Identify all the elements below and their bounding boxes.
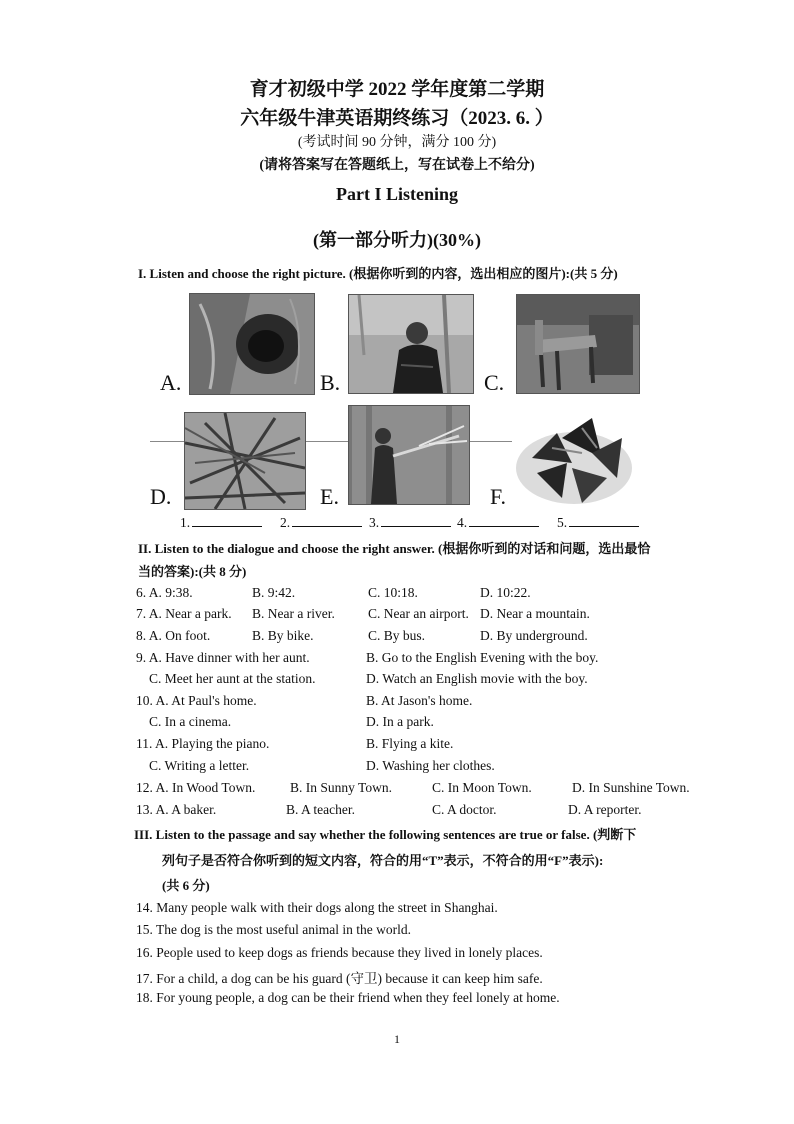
- blank-number: 3.: [369, 515, 380, 530]
- page-number: 1: [394, 1032, 400, 1046]
- picture-a: [189, 293, 315, 395]
- statement-18: 18. For young people, a dog can be their friend when they feel lonely at home.: [136, 990, 560, 1005]
- q7-option-d: D. Near a mountain.: [480, 606, 590, 621]
- section2-instruction-line1: II. Listen to the dialogue and choose the right answer. (根据你听到的对话和问题，选出最恰: [138, 541, 651, 556]
- q11-option-b: B. Flying a kite.: [366, 736, 454, 751]
- q6-option-a: 6. A. 9:38.: [136, 585, 193, 600]
- picture-b: [348, 294, 474, 394]
- picture-label-f: F.: [490, 484, 506, 509]
- statement-15: 15. The dog is the most useful animal in the world.: [136, 922, 411, 937]
- section3-instruction-line1: III. Listen to the passage and say whether the following sentences are true or false. (判断下: [134, 827, 637, 842]
- q9-option-b: B. Go to the English Evening with the boy.: [366, 650, 599, 665]
- school-title: 育才初级中学 2022 学年度第二学期: [249, 79, 545, 100]
- answer-note: (请将答案写在答题纸上，写在试卷上不给分): [259, 158, 535, 173]
- q12-option-a: 12. A. In Wood Town.: [136, 780, 256, 795]
- q12-option-d: D. In Sunshine Town.: [572, 780, 690, 795]
- exam-title: 六年级牛津英语期终练习（2023. 6. ）: [240, 108, 554, 129]
- answer-blank-5[interactable]: [557, 514, 639, 531]
- q13-option-b: B. A teacher.: [286, 802, 355, 817]
- q8-option-d: D. By underground.: [480, 628, 588, 643]
- q10-option-b: B. At Jason's home.: [366, 693, 473, 708]
- statement-17: 17. For a child, a dog can be his guard (守卫) because it can keep him safe.: [136, 971, 543, 986]
- q8-option-a: 8. A. On foot.: [136, 628, 211, 643]
- picture-d: [184, 412, 306, 510]
- q10-option-c: C. In a cinema.: [149, 714, 232, 729]
- answer-blank-1[interactable]: [180, 514, 262, 531]
- q6-option-b: B. 9:42.: [252, 585, 296, 600]
- q11-option-c: C. Writing a letter.: [149, 758, 250, 773]
- section3-instruction-line3: (共 6 分): [162, 878, 210, 893]
- q13-option-d: D. A reporter.: [568, 802, 642, 817]
- statement-14: 14. Many people walk with their dogs along the street in Shanghai.: [136, 900, 498, 915]
- picture-label-a: A.: [160, 370, 182, 395]
- answer-blank-4[interactable]: [457, 514, 539, 531]
- answer-blank-3[interactable]: [369, 514, 451, 531]
- section2-instruction-line2: 当的答案):(共 8 分): [138, 564, 247, 579]
- q8-option-c: C. By bus.: [368, 628, 426, 643]
- picture-e: [348, 405, 470, 505]
- q13-option-c: C. A doctor.: [432, 802, 497, 817]
- picture-label-e: E.: [320, 484, 339, 509]
- q9-option-a: 9. A. Have dinner with her aunt.: [136, 650, 310, 665]
- blank-number: 4.: [457, 515, 468, 530]
- picture-label-b: B.: [320, 370, 341, 395]
- q6-option-c: C. 10:18.: [368, 585, 418, 600]
- part-title: Part I Listening: [335, 184, 458, 204]
- q9-option-d: D. Watch an English movie with the boy.: [366, 671, 588, 686]
- section1-instruction: I. Listen and choose the right picture. (根据你听到的内容，选出相应的图片):(共 5 分): [138, 266, 618, 281]
- blank-number: 2.: [280, 515, 291, 530]
- q7-option-c: C. Near an airport.: [368, 606, 469, 621]
- picture-label-c: C.: [484, 370, 505, 395]
- q10-option-a: 10. A. At Paul's home.: [136, 693, 257, 708]
- q6-option-d: D. 10:22.: [480, 585, 531, 600]
- answer-blank-2[interactable]: [280, 514, 362, 531]
- picture-f: [512, 408, 636, 508]
- blank-number: 1.: [180, 515, 191, 530]
- q7-option-b: B. Near a river.: [252, 606, 335, 621]
- q7-option-a: 7. A. Near a park.: [136, 606, 232, 621]
- statement-16: 16. People used to keep dogs as friends because they lived in lonely places.: [136, 945, 543, 960]
- blank-number: 5.: [557, 515, 568, 530]
- q12-option-c: C. In Moon Town.: [432, 780, 532, 795]
- part-subtitle: (第一部分听力)(30%): [313, 230, 481, 250]
- q12-option-b: B. In Sunny Town.: [290, 780, 392, 795]
- section3-instruction-line2: 列句子是否符合你听到的短文内容，符合的用“T”表示，不符合的用“F”表示):: [162, 853, 604, 868]
- picture-c: [516, 294, 640, 394]
- q13-option-a: 13. A. A baker.: [136, 802, 217, 817]
- q11-option-a: 11. A. Playing the piano.: [136, 736, 270, 751]
- time-note: (考试时间 90 分钟，满分 100 分): [297, 135, 497, 150]
- q9-option-c: C. Meet her aunt at the station.: [149, 671, 316, 686]
- picture-label-d: D.: [150, 484, 172, 509]
- q10-option-d: D. In a park.: [366, 714, 434, 729]
- q8-option-b: B. By bike.: [252, 628, 314, 643]
- q11-option-d: D. Washing her clothes.: [366, 758, 495, 773]
